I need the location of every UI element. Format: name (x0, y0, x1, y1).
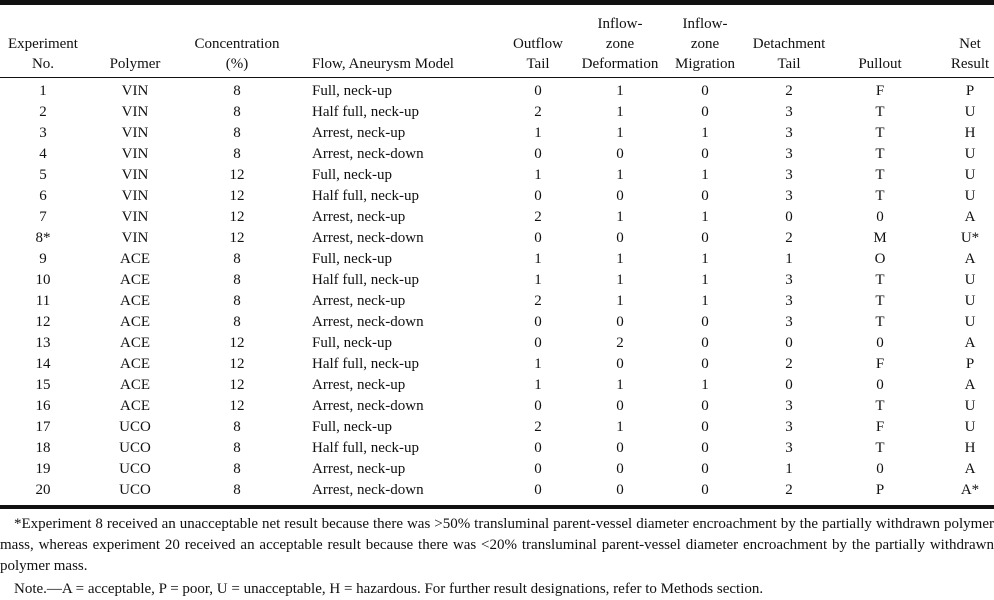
cell-outflow-tail: 0 (534, 83, 542, 99)
cell-pullout: P (875, 482, 885, 498)
cell-inflow-zone-deformation: 0 (616, 314, 624, 330)
cell-polymer: VIN (121, 209, 149, 225)
cell-inflow-zone-deformation: 1 (616, 419, 624, 435)
cell-net-result: H (964, 440, 976, 456)
cell-pullout: O (874, 251, 886, 267)
cell-pullout: 0 (876, 377, 884, 393)
cell-inflow-zone-deformation: 1 (616, 251, 624, 267)
cell-detachment-tail: 3 (785, 188, 793, 204)
cell-outflow-tail: 1 (534, 356, 542, 372)
header-inflow-zone-deformation: Inflow- zone Deformation (581, 16, 659, 72)
cell-inflow-zone-migration: 0 (701, 419, 709, 435)
cell-inflow-zone-migration: 1 (701, 377, 709, 393)
cell-outflow-tail: 2 (534, 104, 542, 120)
table-row (0, 165, 994, 186)
cell-flow-aneurysm-model: Half full, neck-up (312, 104, 420, 120)
header-net-result: Net Result (950, 36, 990, 72)
table-row (0, 102, 994, 123)
cell-concentration: 12 (229, 188, 245, 204)
cell-inflow-zone-deformation: 0 (616, 461, 624, 477)
cell-inflow-zone-deformation: 1 (616, 167, 624, 183)
cell-experiment-no: 14 (35, 356, 51, 372)
cell-polymer: VIN (121, 125, 149, 141)
cell-net-result: A* (960, 482, 980, 498)
cell-pullout: T (875, 167, 885, 183)
cell-net-result: A (964, 251, 976, 267)
cell-inflow-zone-deformation: 1 (616, 104, 624, 120)
cell-polymer: VIN (121, 188, 149, 204)
cell-pullout: T (875, 104, 885, 120)
cell-net-result: U (964, 398, 976, 414)
cell-detachment-tail: 1 (785, 461, 793, 477)
cell-pullout: 0 (876, 335, 884, 351)
cell-concentration: 12 (229, 377, 245, 393)
cell-outflow-tail: 0 (534, 461, 542, 477)
header-inflow-zone-migration: Inflow- zone Migration (675, 16, 735, 72)
cell-inflow-zone-deformation: 1 (616, 83, 624, 99)
cell-inflow-zone-migration: 1 (701, 251, 709, 267)
cell-net-result: U (964, 104, 976, 120)
table-row (0, 459, 994, 480)
cell-flow-aneurysm-model: Arrest, neck-up (312, 461, 406, 477)
cell-flow-aneurysm-model: Full, neck-up (312, 419, 392, 435)
cell-concentration: 8 (233, 440, 241, 456)
cell-flow-aneurysm-model: Full, neck-up (312, 251, 392, 267)
cell-inflow-zone-migration: 0 (701, 188, 709, 204)
cell-concentration: 8 (233, 272, 241, 288)
table-row (0, 270, 994, 291)
cell-pullout: T (875, 125, 885, 141)
cell-net-result: P (965, 83, 975, 99)
cell-net-result: U (964, 419, 976, 435)
cell-inflow-zone-migration: 1 (701, 209, 709, 225)
cell-concentration: 8 (233, 482, 241, 498)
cell-flow-aneurysm-model: Arrest, neck-down (312, 230, 424, 246)
cell-inflow-zone-migration: 0 (701, 314, 709, 330)
cell-flow-aneurysm-model: Arrest, neck-down (312, 482, 424, 498)
cell-experiment-no: 5 (39, 167, 47, 183)
cell-experiment-no: 9 (39, 251, 47, 267)
cell-experiment-no: 10 (35, 272, 51, 288)
table-row (0, 354, 994, 375)
cell-inflow-zone-migration: 1 (701, 293, 709, 309)
cell-inflow-zone-migration: 0 (701, 461, 709, 477)
cell-flow-aneurysm-model: Arrest, neck-up (312, 125, 406, 141)
cell-flow-aneurysm-model: Full, neck-up (312, 167, 392, 183)
cell-pullout: T (875, 272, 885, 288)
cell-experiment-no: 13 (35, 335, 51, 351)
cell-inflow-zone-migration: 0 (701, 230, 709, 246)
cell-net-result: P (965, 356, 975, 372)
footnote-asterisk: *Experiment 8 received an unacceptable net result because there was >50% transluminal parent-vessel diameter encroachment by the partially withdrawn polymer mass, whereas experiment 20 received an acceptable result because there was <20% transluminal parent-vessel diameter encroachment by the partially withdrawn polymer mass. (0, 516, 994, 574)
cell-concentration: 12 (229, 398, 245, 414)
cell-net-result: U (964, 293, 976, 309)
cell-pullout: T (875, 398, 885, 414)
cell-pullout: T (875, 440, 885, 456)
cell-experiment-no: 6 (39, 188, 47, 204)
cell-outflow-tail: 1 (534, 251, 542, 267)
cell-outflow-tail: 2 (534, 293, 542, 309)
cell-pullout: F (875, 356, 885, 372)
cell-net-result: U (964, 272, 976, 288)
cell-net-result: A (964, 377, 976, 393)
cell-inflow-zone-migration: 1 (701, 125, 709, 141)
cell-outflow-tail: 1 (534, 377, 542, 393)
cell-outflow-tail: 1 (534, 167, 542, 183)
cell-inflow-zone-migration: 0 (701, 335, 709, 351)
cell-inflow-zone-migration: 1 (701, 167, 709, 183)
cell-concentration: 8 (233, 251, 241, 267)
cell-inflow-zone-deformation: 0 (616, 146, 624, 162)
cell-experiment-no: 4 (39, 146, 47, 162)
cell-concentration: 12 (229, 335, 245, 351)
cell-flow-aneurysm-model: Arrest, neck-down (312, 146, 424, 162)
cell-concentration: 8 (233, 293, 241, 309)
header-polymer: Polymer (109, 56, 161, 72)
cell-concentration: 8 (233, 146, 241, 162)
cell-inflow-zone-deformation: 0 (616, 356, 624, 372)
cell-experiment-no: 2 (39, 104, 47, 120)
cell-experiment-no: 17 (35, 419, 51, 435)
cell-experiment-no: 12 (35, 314, 51, 330)
cell-net-result: H (964, 125, 976, 141)
cell-experiment-no: 19 (35, 461, 51, 477)
cell-outflow-tail: 0 (534, 482, 542, 498)
cell-detachment-tail: 3 (785, 419, 793, 435)
cell-polymer: ACE (120, 251, 150, 267)
cell-concentration: 8 (233, 419, 241, 435)
header-experiment-no: Experiment No. (8, 36, 78, 72)
cell-inflow-zone-deformation: 0 (616, 188, 624, 204)
header-concentration: Concentration (%) (194, 36, 280, 72)
cell-detachment-tail: 0 (785, 209, 793, 225)
cell-net-result: U (964, 188, 976, 204)
cell-experiment-no: 16 (35, 398, 51, 414)
cell-inflow-zone-deformation: 1 (616, 125, 624, 141)
cell-pullout: T (875, 314, 885, 330)
cell-inflow-zone-deformation: 2 (616, 335, 624, 351)
cell-inflow-zone-deformation: 1 (616, 377, 624, 393)
cell-inflow-zone-deformation: 0 (616, 482, 624, 498)
cell-polymer: VIN (121, 230, 149, 246)
cell-experiment-no: 7 (39, 209, 47, 225)
cell-flow-aneurysm-model: Half full, neck-up (312, 188, 420, 204)
cell-pullout: T (875, 146, 885, 162)
table-body (0, 81, 994, 501)
footnote-note: Note.—A = acceptable, P = poor, U = unacceptable, H = hazardous. For further result designations, refer to Methods section. (14, 581, 764, 597)
cell-detachment-tail: 3 (785, 146, 793, 162)
cell-pullout: F (875, 419, 885, 435)
cell-outflow-tail: 1 (534, 125, 542, 141)
cell-detachment-tail: 0 (785, 335, 793, 351)
cell-flow-aneurysm-model: Full, neck-up (312, 335, 392, 351)
cell-inflow-zone-migration: 0 (701, 146, 709, 162)
table-row (0, 417, 994, 438)
cell-net-result: A (964, 335, 976, 351)
cell-experiment-no: 1 (39, 83, 47, 99)
cell-polymer: VIN (121, 167, 149, 183)
cell-pullout: M (873, 230, 887, 246)
cell-detachment-tail: 1 (785, 251, 793, 267)
cell-detachment-tail: 3 (785, 167, 793, 183)
cell-inflow-zone-deformation: 1 (616, 209, 624, 225)
cell-pullout: T (875, 188, 885, 204)
cell-inflow-zone-deformation: 0 (616, 440, 624, 456)
table-row (0, 291, 994, 312)
cell-concentration: 8 (233, 314, 241, 330)
header-outflow-tail: Outflow Tail (513, 36, 563, 72)
cell-detachment-tail: 3 (785, 440, 793, 456)
cell-polymer: ACE (120, 398, 150, 414)
cell-flow-aneurysm-model: Arrest, neck-down (312, 398, 424, 414)
cell-outflow-tail: 0 (534, 146, 542, 162)
cell-detachment-tail: 0 (785, 377, 793, 393)
cell-net-result: A (964, 209, 976, 225)
cell-polymer: ACE (120, 293, 150, 309)
table-row (0, 228, 994, 249)
cell-experiment-no: 18 (35, 440, 51, 456)
cell-experiment-no: 11 (35, 293, 51, 309)
cell-polymer: VIN (121, 146, 149, 162)
cell-pullout: F (875, 83, 885, 99)
table-top-rule (0, 0, 994, 5)
cell-detachment-tail: 3 (785, 293, 793, 309)
table-row (0, 312, 994, 333)
table-row (0, 207, 994, 228)
cell-inflow-zone-migration: 0 (701, 398, 709, 414)
table-row (0, 186, 994, 207)
cell-polymer: UCO (119, 440, 151, 456)
cell-concentration: 12 (229, 230, 245, 246)
cell-flow-aneurysm-model: Half full, neck-up (312, 272, 420, 288)
header-flow-aneurysm-model: Flow, Aneurysm Model (312, 56, 454, 72)
cell-inflow-zone-migration: 1 (701, 272, 709, 288)
table-row (0, 333, 994, 354)
cell-concentration: 12 (229, 209, 245, 225)
cell-inflow-zone-deformation: 1 (616, 293, 624, 309)
cell-polymer: ACE (120, 356, 150, 372)
cell-polymer: VIN (121, 104, 149, 120)
cell-detachment-tail: 2 (785, 356, 793, 372)
cell-polymer: ACE (120, 335, 150, 351)
cell-flow-aneurysm-model: Arrest, neck-up (312, 377, 406, 393)
cell-concentration: 12 (229, 167, 245, 183)
cell-polymer: ACE (120, 314, 150, 330)
cell-outflow-tail: 0 (534, 188, 542, 204)
cell-experiment-no: 15 (35, 377, 51, 393)
cell-detachment-tail: 2 (785, 83, 793, 99)
header-detachment-tail: Detachment Tail (752, 36, 826, 72)
table-row (0, 81, 994, 102)
cell-flow-aneurysm-model: Full, neck-up (312, 83, 392, 99)
table-row (0, 375, 994, 396)
cell-detachment-tail: 3 (785, 125, 793, 141)
cell-net-result: A (964, 461, 976, 477)
cell-detachment-tail: 2 (785, 482, 793, 498)
cell-inflow-zone-migration: 0 (701, 482, 709, 498)
cell-outflow-tail: 2 (534, 209, 542, 225)
cell-flow-aneurysm-model: Half full, neck-up (312, 440, 420, 456)
cell-net-result: U (964, 146, 976, 162)
cell-inflow-zone-deformation: 0 (616, 398, 624, 414)
cell-outflow-tail: 0 (534, 230, 542, 246)
cell-inflow-zone-deformation: 0 (616, 230, 624, 246)
cell-net-result: U (964, 167, 976, 183)
cell-concentration: 8 (233, 125, 241, 141)
cell-detachment-tail: 3 (785, 314, 793, 330)
cell-polymer: UCO (119, 482, 151, 498)
table-row (0, 144, 994, 165)
table-notes (0, 514, 994, 600)
table-row (0, 123, 994, 144)
cell-outflow-tail: 0 (534, 398, 542, 414)
cell-concentration: 8 (233, 461, 241, 477)
cell-detachment-tail: 3 (785, 272, 793, 288)
table-bottom-rule (0, 505, 994, 509)
table-row (0, 396, 994, 417)
cell-outflow-tail: 0 (534, 440, 542, 456)
cell-polymer: ACE (120, 272, 150, 288)
table-row (0, 480, 994, 501)
cell-inflow-zone-migration: 0 (701, 104, 709, 120)
cell-detachment-tail: 2 (785, 230, 793, 246)
cell-polymer: VIN (121, 83, 149, 99)
cell-flow-aneurysm-model: Arrest, neck-up (312, 209, 406, 225)
cell-flow-aneurysm-model: Arrest, neck-up (312, 293, 406, 309)
cell-flow-aneurysm-model: Half full, neck-up (312, 356, 420, 372)
table-row (0, 438, 994, 459)
cell-pullout: 0 (876, 209, 884, 225)
cell-outflow-tail: 2 (534, 419, 542, 435)
cell-concentration: 12 (229, 356, 245, 372)
cell-outflow-tail: 1 (534, 272, 542, 288)
cell-detachment-tail: 3 (785, 104, 793, 120)
cell-concentration: 8 (233, 83, 241, 99)
cell-experiment-no: 3 (39, 125, 47, 141)
cell-experiment-no: 20 (35, 482, 51, 498)
cell-pullout: 0 (876, 461, 884, 477)
cell-inflow-zone-deformation: 1 (616, 272, 624, 288)
cell-polymer: ACE (120, 377, 150, 393)
cell-experiment-no: 8* (35, 230, 51, 246)
cell-detachment-tail: 3 (785, 398, 793, 414)
cell-outflow-tail: 0 (534, 314, 542, 330)
cell-outflow-tail: 0 (534, 335, 542, 351)
cell-inflow-zone-migration: 0 (701, 356, 709, 372)
cell-net-result: U* (960, 230, 980, 246)
header-rule (0, 77, 994, 78)
cell-inflow-zone-migration: 0 (701, 83, 709, 99)
cell-concentration: 8 (233, 104, 241, 120)
cell-pullout: T (875, 293, 885, 309)
cell-inflow-zone-migration: 0 (701, 440, 709, 456)
header-pullout: Pullout (858, 56, 902, 72)
cell-polymer: UCO (119, 419, 151, 435)
cell-polymer: UCO (119, 461, 151, 477)
cell-flow-aneurysm-model: Arrest, neck-down (312, 314, 424, 330)
table-row (0, 249, 994, 270)
cell-net-result: U (964, 314, 976, 330)
